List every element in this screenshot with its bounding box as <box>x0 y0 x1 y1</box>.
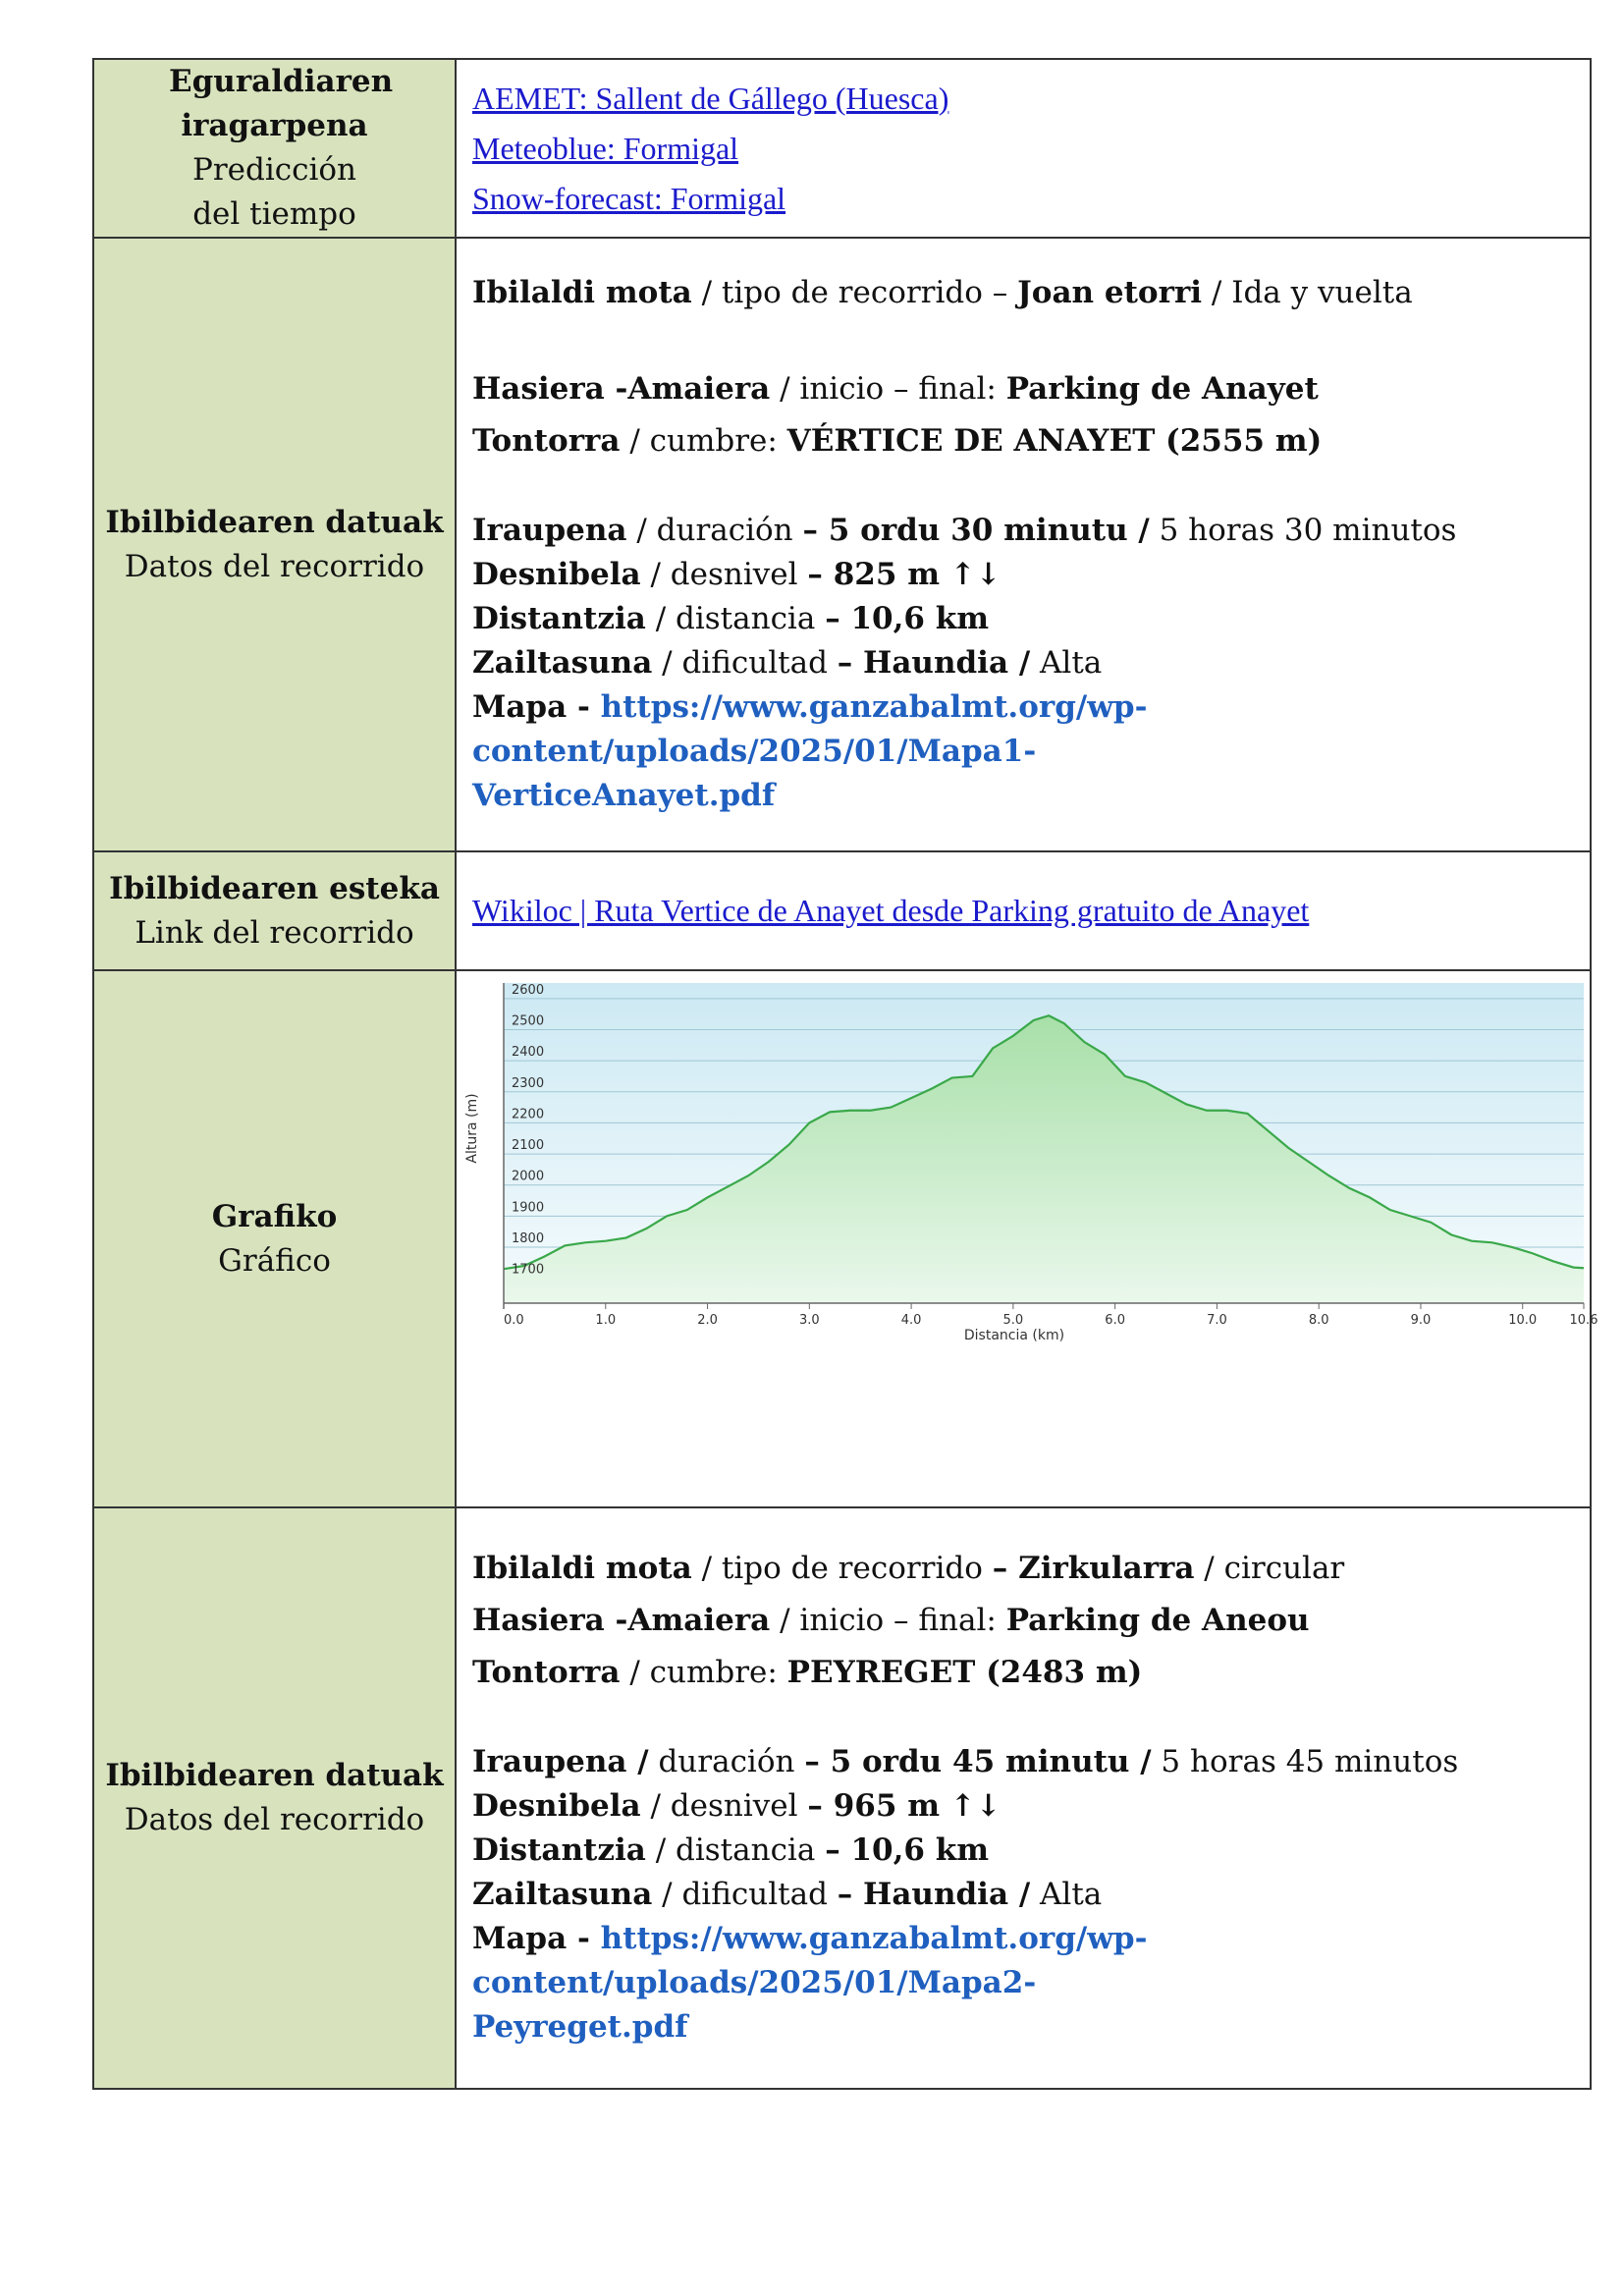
route1-distance-line: Distantzia / distancia – 10,6 km <box>472 601 990 636</box>
route2-label-eu: Ibilbidearen datuak <box>105 1758 444 1793</box>
route2-duration-line: Iraupena / duración – 5 ordu 45 minutu / 5 horas 45 minutos <box>472 1744 1459 1779</box>
route1-map-link-cont[interactable]: VerticeAnayet.pdf <box>472 778 776 813</box>
route1-label-es: Datos del recorrido <box>124 548 425 584</box>
route2-label-es: Datos del recorrido <box>124 1802 425 1837</box>
route1-type-line: Ibilaldi mota / tipo de recorrido – Joan etorri / Ida y vuelta <box>472 275 1413 310</box>
x-tick-label: 3.0 <box>798 1313 820 1328</box>
y-tick-label: 2100 <box>512 1138 545 1154</box>
chart-row <box>93 970 1591 1507</box>
snow-forecast-link[interactable]: Snow-forecast: Formigal <box>472 180 786 216</box>
chart-label-es: Gráfico <box>218 1242 331 1279</box>
x-tick-label: 1.0 <box>595 1313 617 1328</box>
x-tick-label: 0.0 <box>504 1313 524 1328</box>
chart-y-axis-label: Altura (m) <box>464 1093 480 1164</box>
x-tick-label: 9.0 <box>1410 1313 1432 1328</box>
route1-duration-line: Iraupena / duración – 5 ordu 30 minutu / 5 horas 30 minutos <box>472 513 1457 548</box>
y-tick-label: 1700 <box>512 1262 545 1278</box>
x-tick-label: 4.0 <box>900 1313 922 1328</box>
route1-difficulty-line: Zailtasuna / dificultad – Haundia / Alta <box>472 645 1103 681</box>
route2-map-line: Mapa - https://www.ganzabalmt.org/wp-content/uploads/2025/01/Mapa2- Peyreget.pdf <box>472 1921 1148 2045</box>
weather-links-cell <box>456 59 1591 238</box>
route2-start-line: Hasiera -Amaiera / inicio – final: Parking de Aneou <box>472 1603 1310 1638</box>
route1-summit-line: Tontorra / cumbre: VÉRTICE DE ANAYET (2555 m) <box>472 423 1323 459</box>
route2-difficulty-line: Zailtasuna / dificultad – Haundia / Alta <box>472 1877 1103 1912</box>
x-tick-label: 5.0 <box>1002 1313 1024 1328</box>
route1-start-line: Hasiera -Amaiera / inicio – final: Parking de Anayet <box>472 371 1319 407</box>
weather-label-cell <box>93 59 456 238</box>
elevation-chart <box>457 971 1603 1506</box>
route-link-cell <box>456 851 1591 970</box>
route2-elevation-line: Desnibela / desnivel – 965 m ↑↓ <box>472 1788 1001 1824</box>
weather-label-es-2: del tiempo <box>192 196 356 232</box>
route2-row <box>93 1507 1591 2089</box>
route1-label-cell <box>93 238 456 851</box>
weather-row <box>93 59 1591 238</box>
x-tick-label: 10.6 <box>1569 1313 1598 1328</box>
route1-row <box>93 238 1591 851</box>
route1-elevation-line: Desnibela / desnivel – 825 m ↑↓ <box>472 557 1001 592</box>
route2-map-link[interactable]: https://www.ganzabalmt.org/wp-content/uploads/2025/01/Mapa2- <box>472 1921 1148 2000</box>
x-tick-label: 6.0 <box>1105 1313 1125 1328</box>
x-tick-label: 10.0 <box>1508 1313 1538 1328</box>
route1-data-cell <box>456 238 1591 851</box>
y-tick-label: 1800 <box>512 1231 545 1247</box>
chart-label-cell <box>93 970 456 1507</box>
weather-label-es-1: Predicción <box>191 152 357 188</box>
y-tick-label: 2500 <box>512 1013 545 1029</box>
aemet-link[interactable]: AEMET: Sallent de Gállego (Huesca) <box>472 80 949 116</box>
route-link-label-es: Link del recorrido <box>135 914 414 951</box>
route2-type-line: Ibilaldi mota / tipo de recorrido – Zirkularra / circular <box>472 1551 1345 1586</box>
y-tick-label: 2000 <box>512 1169 545 1184</box>
meteoblue-link[interactable]: Meteoblue: Formigal <box>472 130 739 166</box>
route-info-table <box>92 58 1598 2090</box>
y-tick-label: 2300 <box>512 1075 545 1091</box>
route-link-label-cell <box>93 851 456 970</box>
route-link-label-eu: Ibilbidearen esteka <box>109 870 440 906</box>
x-tick-label: 7.0 <box>1207 1313 1227 1328</box>
y-tick-label: 1900 <box>512 1200 545 1216</box>
chart-x-axis-label: Distancia (km) <box>963 1328 1065 1343</box>
route1-map-link[interactable]: https://www.ganzabalmt.org/wp-content/uploads/2025/01/Mapa1- <box>472 689 1148 769</box>
chart-label-eu: Grafiko <box>211 1198 338 1234</box>
y-tick-label: 2600 <box>512 982 545 998</box>
route2-label-cell <box>93 1507 456 2089</box>
route1-label-eu: Ibilbidearen datuak <box>105 504 444 540</box>
y-tick-label: 2200 <box>512 1107 545 1122</box>
x-tick-label: 2.0 <box>697 1313 718 1328</box>
chart-x-ticks <box>504 1303 1597 1328</box>
route2-distance-line: Distantzia / distancia – 10,6 km <box>472 1832 990 1868</box>
route1-map-line: Mapa - https://www.ganzabalmt.org/wp-content/uploads/2025/01/Mapa1- VerticeAnayet.pdf <box>472 689 1148 813</box>
chart-cell <box>456 970 1598 1507</box>
route-link-row <box>93 851 1591 970</box>
y-tick-label: 2400 <box>512 1045 545 1061</box>
route2-map-link-cont[interactable]: Peyreget.pdf <box>472 2009 688 2045</box>
wikiloc-link[interactable]: Wikiloc | Ruta Vertice de Anayet desde Parking gratuito de Anayet <box>472 892 1310 928</box>
route2-data-cell <box>456 1507 1591 2089</box>
route2-summit-line: Tontorra / cumbre: PEYREGET (2483 m) <box>472 1655 1143 1690</box>
weather-label-eu: Eguraldiaren iragarpena <box>169 64 394 143</box>
x-tick-label: 8.0 <box>1308 1313 1329 1328</box>
